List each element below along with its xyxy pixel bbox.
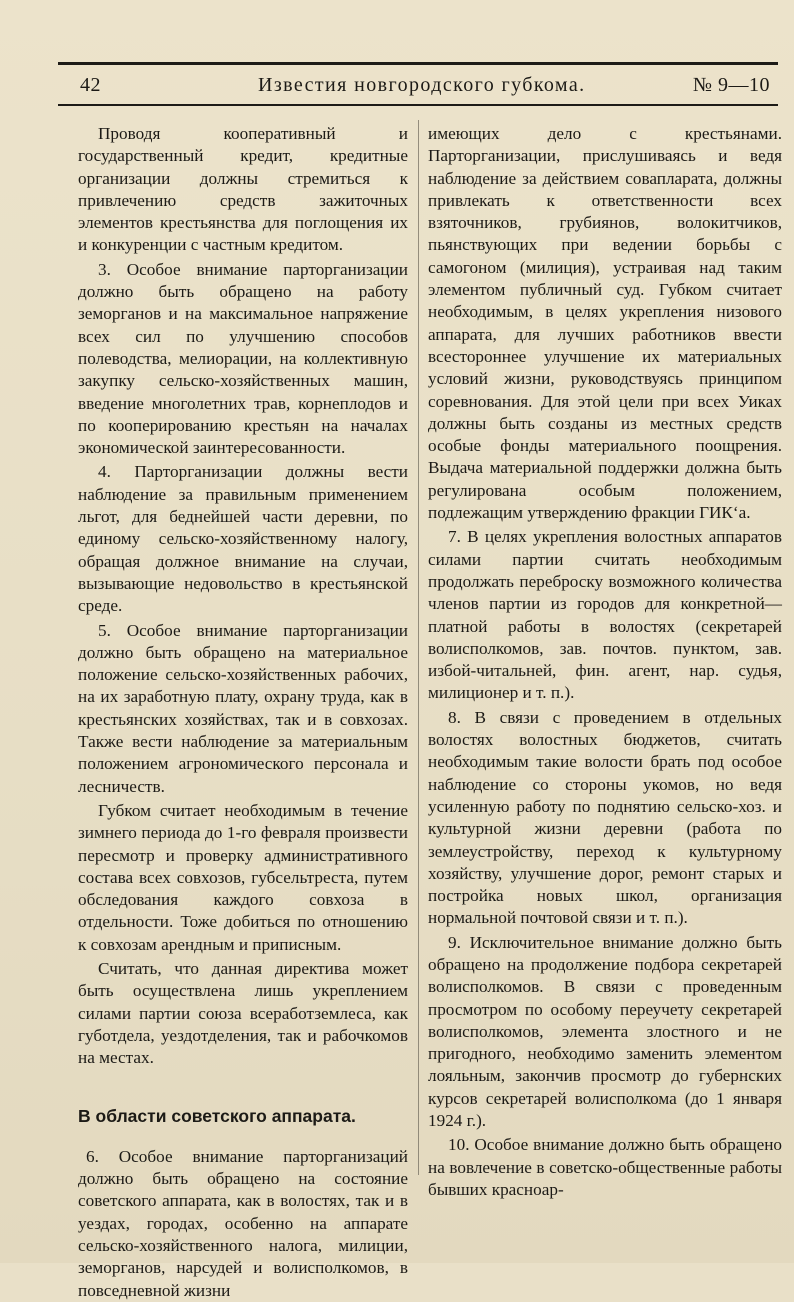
paragraph-8: 8. В связи с проведением в отдельных волостях волостных бюджетов, считать необходимым такие волости брать под особое наблюдение со стороны укомов, но ведя усиленную работу по поднятию сельско-хоз. и культурной жизни деревни (работа по землеустройству, переход к культурному хозяйству, улучшение дорог, ремонт старых и постройка новых школ, организация нормальной почтовой связи и т. п.). — [428, 707, 782, 928]
paragraph-9: 9. Исключительное внимание должно быть обращено на продолжение подбора секретарей волисполкомов. В связи с проведенным просмотром по особому переучету секретарей волисполкомов, элемента злостного и не пригодного, необходимо заменить элементом лояльным, закончив просмотр до губернских курсов секретарей волисполкома (до 1 января 1924 г.). — [428, 932, 782, 1131]
paragraph-gubkom-sovkhoz: Губком считает необходимым в течение зимнего периода до 1-го февраля произвести пересмотр и проверку административного состава всех совхозов, губсельтреста, путем обследования каждого совхоза в отдельности. Тоже добиться по отношению к совхозам арендным и приписным. — [78, 800, 408, 954]
paragraph-4: 4. Парторганизации должны вести наблюдение за правильным применением льгот, для беднейшей части деревни, по единому сельско-хозяйственному налогу, обращая должное внимание на случаи, вызывающие недовольство в крестьянской среде. — [78, 462, 408, 616]
section-heading: В области советского аппарата. — [78, 1106, 356, 1127]
paragraph-3: 3. Особое внимание парторганизации должно быть обращено на работу земорганов и на максимальное напряжение всех сил по улучшению способов полеводства, мелиорации, на коллективную закупку сельско-хозяйственных машин, введение многолетних трав, корнеплодов и по кооперированию крестьян на началах экономической заинтересованности. — [78, 259, 408, 458]
paragraph-6-continued: имеющих дело с крестьянами. Парторганизации, прислушиваясь и ведя наблюдение за действием совапларата, должны привлекать к ответственности всех взяточников, грубиянов, волокитчиков, пьянствующих при ведении борьбы с самогоном (милиция), устраивая над таким элементом публичный суд. Губком считает необходимым, в целях укрепления низового аппарата, для лучших работников ввести всестороннее улучшение их материальных условий жизни, руководствуясь принципом соревнования. Для этой цели при всех Уиках должны быть созданы из местных средств особые фонды материального поощрения. Выдача материальной поддержки должна быть регулирована особым положением, подлежащим утверждению фракции ГИК‘а. — [428, 124, 782, 523]
top-rule — [58, 62, 778, 65]
paragraph-6: 6. Особое внимание парторганизаций должно быть обращено на состояние советского аппарата, как в волостях, так и в уездах, городах, особенно на аппарате сельско-хозяйственного налога, милиции, земорганов, нарсудей и волисполкомов, в повседневной жизни — [78, 1146, 408, 1300]
issue-number: № 9—10 — [692, 74, 770, 96]
right-column — [428, 123, 782, 1201]
page-header — [72, 72, 772, 98]
paragraph-credit: Проводя кооперативный и государственный кредит, кредитные организации должны стремиться к привлечению средств зажиточных элементов крестьянства для поглощения их и конкуренции с частным кредитом. — [78, 124, 408, 255]
journal-title: Известия новгородского губкома. — [258, 74, 586, 96]
left-column — [78, 123, 408, 1302]
column-divider — [418, 120, 419, 1175]
page-number: 42 — [80, 74, 101, 96]
header-rule — [58, 104, 778, 106]
paragraph-5: 5. Особое внимание парторганизации должно быть обращено на материальное положение сельско-хозяйственных рабочих, на их заработную плату, охрану труда, как в крестьянских хозяйствах, так и в совхозах. Также вести наблюдение за материальным положением агрономического персонала и лесничеств. — [78, 620, 408, 796]
paragraph-7: 7. В целях укрепления волостных аппаратов силами партии считать необходимым продолжать переброску возможного количества членов партии из городов для конкретной—платной работы в волостях (секретарей волисполкомов, зав. почтов. пунктом, зав. избой-читальней, фин. агент, нар. судья, милиционер и т. п.). — [428, 527, 782, 703]
paragraph-directive: Считать, что данная директива может быть осуществлена лишь укреплением силами партии союза всеработземлеса, как губотдела, уездотделения, так и рабочкомов на местах. — [78, 958, 408, 1068]
paragraph-10: 10. Особое внимание должно быть обращено на вовлечение в советско-общественные работы бывших красноар- — [428, 1135, 782, 1199]
